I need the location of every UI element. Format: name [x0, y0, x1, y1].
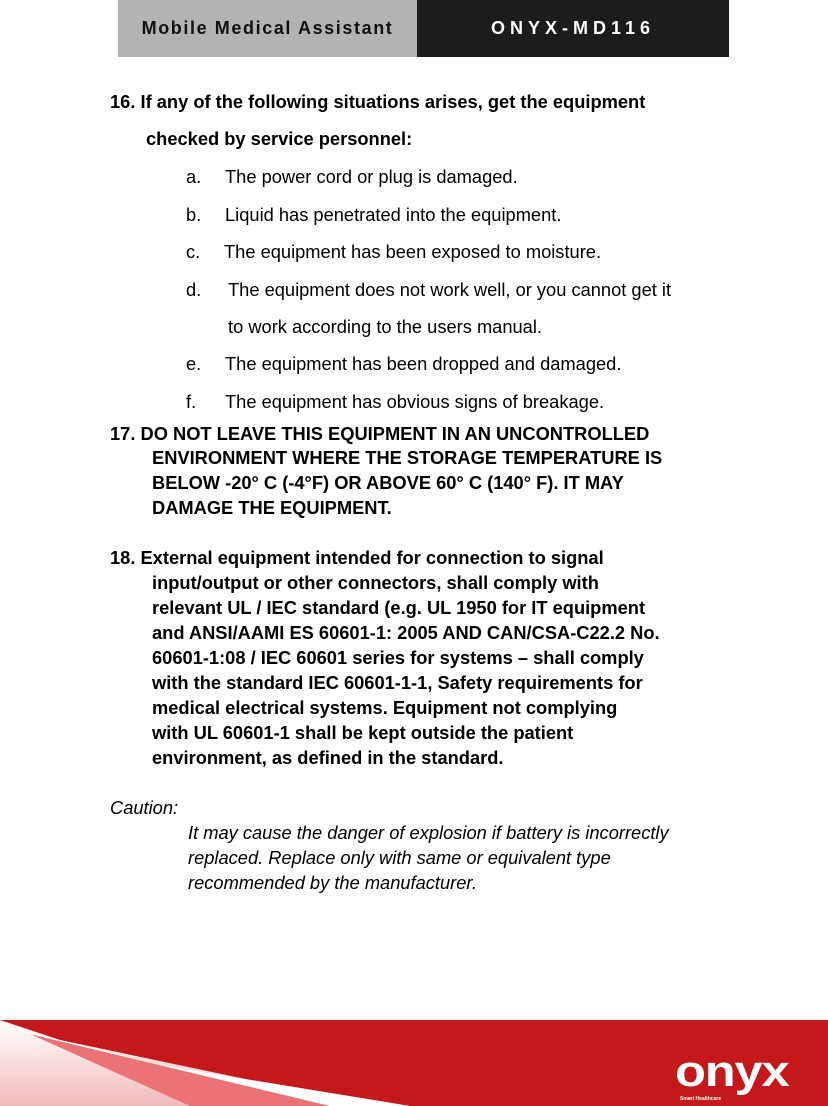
- item18-line: with the standard IEC 60601-1-1, Safety requirements for: [152, 672, 643, 693]
- logo-tagline: Smart Healthcare: [680, 1096, 722, 1102]
- onyx-logo: onyx: [675, 1047, 789, 1096]
- subitem-letter: c.: [186, 241, 201, 262]
- item18-line: environment, as defined in the standard.: [152, 747, 504, 768]
- caution-line: recommended by the manufacturer.: [188, 872, 477, 893]
- item18-line: and ANSI/AAMI ES 60601-1: 2005 AND CAN/CSA-C22.2 No.: [152, 622, 660, 643]
- subitem-text: Liquid has penetrated into the equipment.: [225, 204, 562, 225]
- subitem-letter: f.: [186, 391, 197, 412]
- caution-line: It may cause the danger of explosion if battery is incorrectly: [188, 822, 669, 843]
- item16-line: checked by service personnel:: [146, 128, 413, 149]
- subitem-letter: b.: [186, 204, 202, 225]
- caution-label: Caution:: [110, 797, 179, 818]
- item18-line: medical electrical systems. Equipment not complying: [152, 697, 618, 718]
- subitem-text: The power cord or plug is damaged.: [225, 166, 518, 187]
- subitem-text: The equipment has obvious signs of breakage.: [225, 391, 605, 412]
- item18-line: relevant UL / IEC standard (e.g. UL 1950 for IT equipment: [152, 597, 646, 618]
- subitem-letter: d.: [186, 279, 202, 300]
- subitem-letter: a.: [186, 166, 202, 187]
- item17-line: BELOW -20° C (-4°F) OR ABOVE 60° C (140° F). IT MAY: [152, 472, 624, 493]
- item18-line: input/output or other connectors, shall comply with: [152, 572, 599, 593]
- item17-line: ENVIRONMENT WHERE THE STORAGE TEMPERATURE IS: [152, 447, 663, 468]
- item16-line: 16. If any of the following situations arises, get the equipment: [110, 91, 646, 112]
- header-model: ONYX-MD116: [417, 0, 729, 57]
- subitem-text: The equipment has been dropped and damaged.: [225, 353, 622, 374]
- item18-line: 18. External equipment intended for connection to signal: [110, 547, 604, 568]
- item17-line: 17. DO NOT LEAVE THIS EQUIPMENT IN AN UNCONTROLLED: [110, 423, 650, 444]
- caution-line: replaced. Replace only with same or equivalent type: [188, 847, 611, 868]
- item17-line: DAMAGE THE EQUIPMENT.: [152, 497, 392, 518]
- subitem-letter: e.: [186, 353, 202, 374]
- subitem-text: to work according to the users manual.: [228, 316, 542, 337]
- item18-line: 60601-1:08 / IEC 60601 series for systems – shall comply: [152, 647, 644, 668]
- item18-line: with UL 60601-1 shall be kept outside the patient: [152, 722, 574, 743]
- header-product-line: Mobile Medical Assistant: [118, 0, 417, 57]
- subitem-text: The equipment does not work well, or you cannot get it: [228, 279, 672, 300]
- subitem-text: The equipment has been exposed to moisture.: [224, 241, 602, 262]
